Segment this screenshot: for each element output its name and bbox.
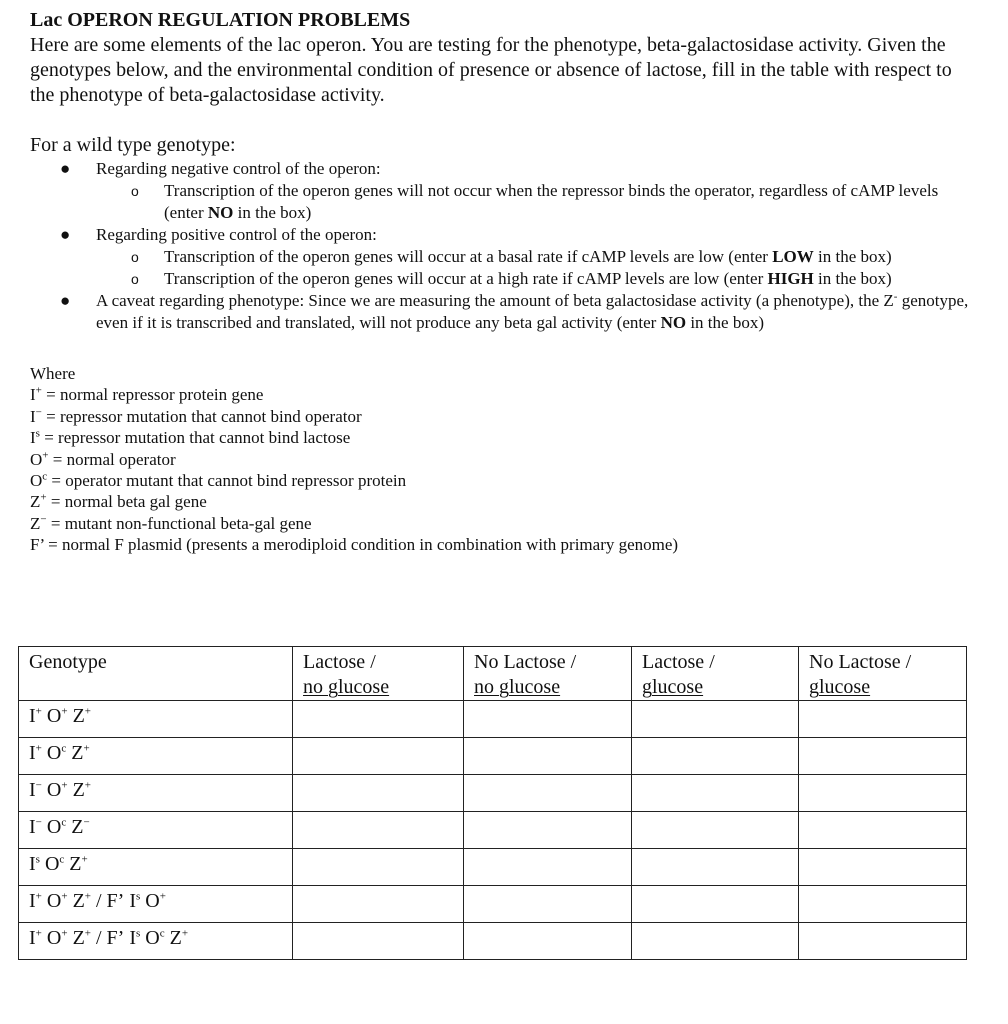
- answer-cell[interactable]: [799, 738, 967, 775]
- table-row: [19, 775, 967, 812]
- sub-item-no: o Transcription of the operon genes will not occur when the repressor binds the operator, regardless of cAMP levels (enter NO in the box): [131, 181, 939, 222]
- col-header-genotype: Genotype: [19, 647, 293, 701]
- col-header-lactose-no-glucose: Lactose / no glucose: [293, 647, 464, 701]
- table-body: [19, 701, 967, 960]
- answer-cell[interactable]: [464, 886, 632, 923]
- legend-item: $I^s$ = repressor mutation that cannot bind lactose: [30, 427, 351, 448]
- positive-sub-list: [96, 246, 980, 290]
- answer-cell[interactable]: [632, 738, 799, 775]
- answer-cell[interactable]: [464, 738, 632, 775]
- negative-sub-list: [96, 180, 980, 224]
- answer-cell[interactable]: [293, 738, 464, 775]
- legend-item: I+ = normal repressor protein gene: [30, 384, 264, 405]
- answer-cell[interactable]: [293, 812, 464, 849]
- table-row: [19, 738, 967, 775]
- answer-cell[interactable]: [632, 812, 799, 849]
- table-row: [19, 812, 967, 849]
- bullet-icon: ●: [60, 225, 71, 244]
- bullet-positive-control: ● Regarding positive control of the operon: o Transcription of the operon genes will occur at a basal rate if cAMP levels are low (enter LOW in the box) o Transcription of the operon genes will occur at a high rate if cAMP levels are low (enter HIGH in the box): [30, 224, 980, 290]
- bullet-icon: ●: [60, 159, 71, 178]
- answer-cell[interactable]: [799, 701, 967, 738]
- bullet-negative-control: ● Regarding negative control of the operon: o Transcription of the operon genes will not occur when the repressor binds the operator, regardless of cAMP levels (enter NO in the box): [30, 158, 980, 224]
- answer-cell[interactable]: [632, 886, 799, 923]
- sub-item-low: o Transcription of the operon genes will occur at a basal rate if cAMP levels are low (enter LOW in the box): [131, 247, 892, 266]
- legend-heading: Where: [30, 364, 76, 383]
- rules-list: [30, 158, 980, 334]
- genotype-cell: I+ $O^c$ Z+: [19, 738, 293, 775]
- genotype-cell: $I^s$ $O^c$ Z+: [19, 849, 293, 886]
- col-header-no-lactose-no-glucose: No Lactose / no glucose: [464, 647, 632, 701]
- answer-cell[interactable]: [293, 775, 464, 812]
- document-page: [30, 8, 980, 556]
- answer-cell[interactable]: [293, 701, 464, 738]
- col-header-no-lactose-glucose: No Lactose / glucose: [799, 647, 967, 701]
- legend-item: Z− = mutant non-functional beta-gal gene: [30, 513, 312, 533]
- table-row: [19, 701, 967, 738]
- sub-item-high: o Transcription of the operon genes will occur at a high rate if cAMP levels are low (enter HIGH in the box): [131, 269, 892, 288]
- bullet-icon: ●: [60, 291, 71, 310]
- answer-cell[interactable]: [799, 886, 967, 923]
- circle-bullet-icon: o: [131, 249, 139, 265]
- circle-bullet-icon: o: [131, 271, 139, 287]
- answer-cell[interactable]: [799, 775, 967, 812]
- legend-item: I− = repressor mutation that cannot bind operator: [30, 406, 362, 426]
- col-header-lactose-glucose: Lactose / glucose: [632, 647, 799, 701]
- legend-item: $O^c$ = operator mutant that cannot bind repressor protein: [30, 470, 407, 491]
- bullet-caveat: ● A caveat regarding phenotype: Since we are measuring the amount of beta galactosidase activity (a phenotype), the Z- genotype, even if it is transcribed and translated, will not produce any beta gal activity (enter NO in the box): [60, 290, 969, 332]
- answer-cell[interactable]: [799, 849, 967, 886]
- circle-bullet-icon: o: [131, 183, 139, 199]
- answer-cell[interactable]: [293, 849, 464, 886]
- answer-cell[interactable]: [632, 701, 799, 738]
- genotype-cell: I+ O+ Z+ / F’ $I^s$ $O^c$ Z+: [19, 923, 293, 960]
- legend-item: F’ = normal F plasmid (presents a merodiploid condition in combination with primary genome): [30, 535, 679, 555]
- answer-cell[interactable]: [799, 923, 967, 960]
- legend-items: [30, 384, 980, 555]
- answer-cell[interactable]: [464, 849, 632, 886]
- answer-cell[interactable]: [632, 849, 799, 886]
- legend-item: Z+ = normal beta gal gene: [30, 491, 207, 512]
- answer-cell[interactable]: [293, 923, 464, 960]
- table-row: [19, 923, 967, 960]
- answer-cell[interactable]: [464, 701, 632, 738]
- answer-cell[interactable]: [632, 923, 799, 960]
- table-row: [19, 849, 967, 886]
- answer-cell[interactable]: [799, 812, 967, 849]
- table-header-row: [19, 647, 967, 701]
- legend-item: O+ = normal operator: [30, 448, 176, 469]
- wild-type-heading: For a wild type genotype:: [30, 134, 236, 156]
- legend: [30, 363, 980, 556]
- genotype-cell: I− $O^c$ Z−: [19, 812, 293, 849]
- genotype-cell: I+ O+ Z+: [19, 701, 293, 738]
- genotype-cell: I+ O+ Z+ / F’ $I^s$ O+: [19, 886, 293, 923]
- answer-cell[interactable]: [464, 812, 632, 849]
- intro-paragraph: Here are some elements of the lac operon. You are testing for the phenotype, beta-galactosidase activity. Given the genotypes below, and the environmental condition of presence or absence of lactose, fill in the table with respect to the phenotype of beta-galactosidase activity.: [30, 34, 952, 106]
- genotype-table: [18, 646, 967, 960]
- answer-cell[interactable]: [464, 775, 632, 812]
- genotype-cell: I− O+ Z+: [19, 775, 293, 812]
- document-title: Lac OPERON REGULATION PROBLEMS: [30, 9, 411, 31]
- answer-cell[interactable]: [464, 923, 632, 960]
- table-row: [19, 886, 967, 923]
- answer-cell[interactable]: [632, 775, 799, 812]
- answer-cell[interactable]: [293, 886, 464, 923]
